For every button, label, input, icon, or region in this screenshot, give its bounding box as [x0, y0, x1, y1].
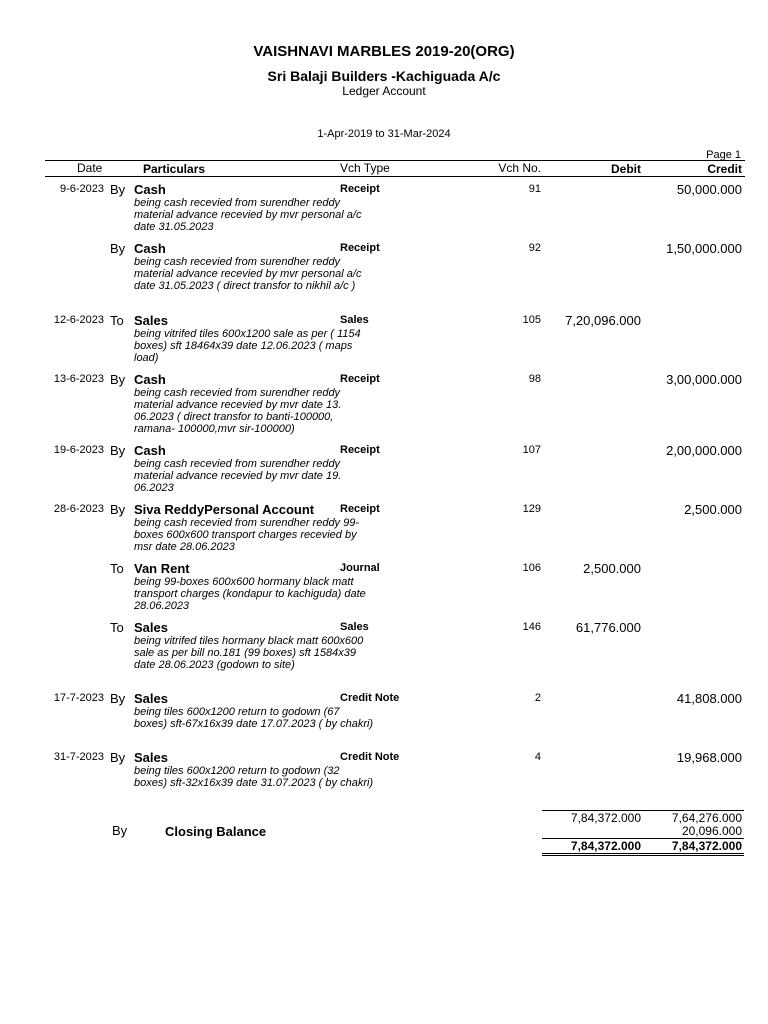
entry-voucher-number: 4 [534, 751, 541, 763]
entry-narration: being cash recevied from surendher reddy material advance recevied by mvr personal a/c date 31.05.2023 ( direct transfor to nikhil a/c ) [134, 256, 362, 293]
entry-voucher-number: 92 [528, 242, 541, 254]
entry-particulars: Cash [134, 443, 166, 458]
entry-credit: 50,000.000 [676, 182, 742, 197]
entry-debit: 61,776.000 [575, 620, 641, 635]
ledger-party-name: Sri Balaji Builders -Kachiguada A/c [267, 68, 501, 84]
entry-voucher-type: Sales [340, 621, 369, 633]
entry-credit: 19,968.000 [676, 750, 742, 765]
entry-direction: By [110, 502, 126, 517]
entry-date: 17-7-2023 [53, 692, 104, 704]
grand-total-rule-2 [542, 855, 744, 856]
entry-particulars: Sales [134, 620, 168, 635]
entry-credit: 2,00,000.000 [666, 443, 742, 458]
entry-particulars: Cash [134, 241, 166, 256]
column-header-debit: Debit [611, 162, 641, 176]
grand-total-rule-1 [542, 853, 744, 854]
entry-direction: By [110, 691, 126, 706]
entry-voucher-number: 105 [522, 314, 541, 326]
entry-voucher-type: Credit Note [340, 751, 400, 763]
entry-direction: To [110, 561, 124, 576]
entry-date: 28-6-2023 [53, 503, 104, 515]
entry-narration: being vitrifed tiles hormany black matt 600x600 sale as per bill no.181 (99 boxes) sft 1584x39 date 28.06.2023 (godown to site) [134, 635, 364, 672]
column-header-credit: Credit [707, 162, 742, 176]
entry-particulars: Siva ReddyPersonal Account [134, 502, 315, 517]
entry-debit: 7,20,096.000 [565, 313, 641, 328]
entry-voucher-number: 98 [528, 373, 541, 385]
entry-particulars: Cash [134, 182, 166, 197]
subtotal-debit: 7,84,372.000 [570, 811, 641, 825]
entry-voucher-type: Credit Note [340, 692, 400, 704]
entry-narration: being 99-boxes 600x600 hormany black matt transport charges (kondapur to kachiguda) date 28.06.2023 [134, 576, 366, 613]
entry-narration: being cash recevied from surendher reddy 99-boxes 600x600 transport charges recevied by msr date 28.06.2023 [134, 517, 360, 554]
closing-balance-credit: 20,096.000 [681, 824, 742, 838]
entry-direction: By [110, 372, 126, 387]
grand-total-debit: 7,84,372.000 [570, 839, 641, 853]
entry-particulars: Cash [134, 372, 166, 387]
entry-direction: By [110, 443, 126, 458]
entry-narration: being tiles 600x1200 return to godown (67 boxes) sft-67x16x39 date 17.07.2023 ( by chakri) [134, 706, 374, 731]
entry-date: 13-6-2023 [53, 373, 104, 385]
report-period: 1-Apr-2019 to 31-Mar-2024 [317, 128, 451, 140]
column-header-vch-type: Vch Type [340, 161, 390, 175]
entry-date: 19-6-2023 [53, 444, 104, 456]
entry-direction: By [110, 750, 126, 765]
header-top-rule [45, 160, 745, 161]
entry-date: 9-6-2023 [59, 183, 104, 195]
column-header-date: Date [77, 161, 103, 175]
entry-voucher-type: Sales [340, 314, 369, 326]
entry-voucher-number: 91 [528, 183, 541, 195]
entry-voucher-type: Receipt [340, 242, 380, 254]
page-number: Page 1 [706, 149, 741, 161]
closing-balance-label: Closing Balance [165, 824, 267, 839]
entry-credit: 2,500.000 [684, 502, 742, 517]
entry-particulars: Sales [134, 691, 168, 706]
entry-voucher-type: Receipt [340, 444, 380, 456]
entry-particulars: Van Rent [134, 561, 190, 576]
entry-narration: being vitrifed tiles 600x1200 sale as per ( 1154 boxes) sft 18464x39 date 12.06.2023 ( maps load) [134, 328, 361, 365]
subtotal-credit: 7,64,276.000 [671, 811, 742, 825]
entry-voucher-number: 129 [522, 503, 541, 515]
entry-credit: 3,00,000.000 [666, 372, 742, 387]
entry-direction: To [110, 620, 124, 635]
entry-voucher-type: Receipt [340, 373, 380, 385]
entry-particulars: Sales [134, 313, 168, 328]
closing-balance-direction: By [112, 823, 128, 838]
entry-direction: By [110, 241, 126, 256]
entry-narration: being cash recevied from surendher reddy material advance recevied by mvr personal a/c date 31.05.2023 [134, 197, 362, 234]
entry-credit: 1,50,000.000 [666, 241, 742, 256]
entry-voucher-number: 146 [522, 621, 541, 633]
entry-direction: By [110, 182, 126, 197]
header-bottom-rule [45, 176, 745, 177]
grand-total-credit: 7,84,372.000 [671, 839, 742, 853]
entry-voucher-number: 107 [522, 444, 541, 456]
entry-date: 12-6-2023 [53, 314, 104, 326]
entry-debit: 2,500.000 [583, 561, 641, 576]
column-header-vch-no: Vch No. [498, 161, 541, 175]
entry-voucher-type: Receipt [340, 183, 380, 195]
entry-date: 31-7-2023 [53, 751, 104, 763]
entry-narration: being cash recevied from surendher reddy material advance recevied by mvr date 13. 06.2023 ( direct transfor to banti-100000, ramana- 100000,mvr sir-100000) [134, 387, 342, 436]
entry-credit: 41,808.000 [676, 691, 742, 706]
entry-direction: To [110, 313, 124, 328]
entry-particulars: Sales [134, 750, 168, 765]
column-header-particulars: Particulars [143, 162, 206, 176]
entry-narration: being cash recevied from surendher reddy material advance recevied by mvr date 19. 06.2023 [134, 458, 342, 495]
report-subtitle: Ledger Account [342, 84, 426, 98]
entry-voucher-type: Journal [340, 562, 380, 574]
entry-voucher-number: 2 [534, 692, 541, 704]
entry-voucher-type: Receipt [340, 503, 380, 515]
company-name: VAISHNAVI MARBLES 2019-20(ORG) [253, 43, 515, 60]
entry-voucher-number: 106 [522, 562, 541, 574]
entry-narration: being tiles 600x1200 return to godown (32 boxes) sft-32x16x39 date 31.07.2023 ( by chakri) [134, 765, 374, 790]
